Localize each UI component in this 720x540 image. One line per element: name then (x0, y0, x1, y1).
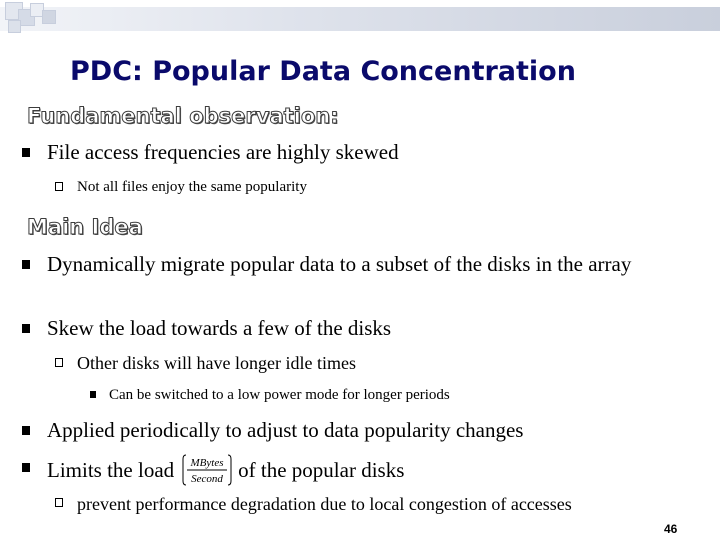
bullet-text-before: Limits the load (47, 457, 175, 482)
slide-title: PDC: Popular Data Concentration (70, 56, 576, 87)
bullet-text: Skew the load towards a few of the disks (47, 316, 392, 340)
hollow-square-bullet-icon (55, 182, 63, 191)
square-bullet-icon (22, 463, 30, 472)
bullet-text (47, 455, 404, 489)
decorative-square (8, 20, 21, 33)
sub-sub-bullet-text: Can be switched to a low power mode for longer periods (109, 387, 450, 403)
sub-bullet-text: Not all files enjoy the same popularity (77, 179, 307, 195)
sub-bullet-text: Other disks will have longer idle times (77, 353, 356, 373)
square-bullet-icon (22, 426, 30, 435)
decorative-square (42, 10, 56, 24)
section-heading-observation: Fundamental observation: (27, 104, 339, 128)
hollow-square-bullet-icon (55, 498, 63, 507)
small-square-bullet-icon (90, 391, 96, 398)
bullet-text-after: of the popular disks (238, 457, 405, 482)
section-heading-main-idea: Main Idea (27, 215, 143, 239)
slide-number: 46 (664, 522, 678, 536)
header-gradient-band (0, 7, 720, 31)
fraction-numerator: MBytes (190, 457, 224, 469)
bullet-text: Applied periodically to adjust to data popularity changes (47, 418, 524, 442)
hollow-square-bullet-icon (55, 358, 63, 367)
square-bullet-icon (22, 260, 30, 269)
sub-bullet-text: prevent performance degradation due to local congestion of accesses (77, 494, 572, 514)
square-bullet-icon (22, 148, 30, 157)
bullet-text: Dynamically migrate popular data to a subset of the disks in the array (47, 252, 632, 276)
mbytes-per-second-fraction (182, 453, 232, 487)
square-bullet-icon (22, 324, 30, 333)
fraction-denominator: Second (191, 473, 224, 485)
bullet-text: File access frequencies are highly skewed (47, 140, 399, 164)
